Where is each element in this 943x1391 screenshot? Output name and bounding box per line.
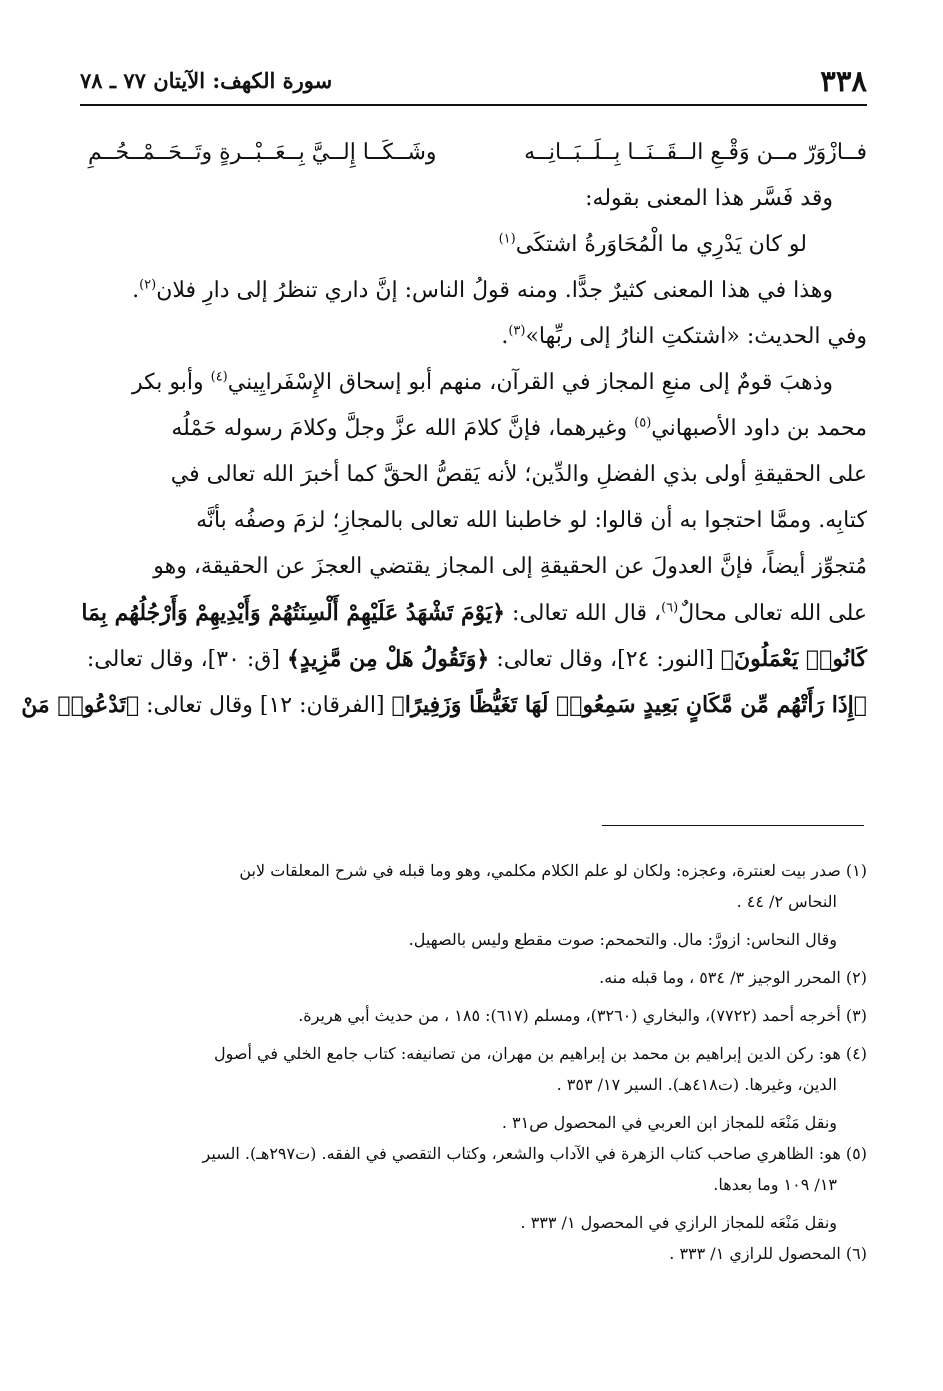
line-text: . [132, 278, 140, 303]
line-text: [النور: ٢٤]، وقال تعالى: [489, 647, 721, 672]
footnote-ref: (٦) [661, 600, 679, 616]
quran-verse: ﴿يَوْمَ تَشْهَدُ عَلَيْهِمْ أَلْسِنَتُهُمْ وَأَيْدِيهِمْ وَأَرْجُلُهُم بِمَا [81, 600, 506, 626]
footnote-ref: (٤) [210, 369, 228, 385]
paragraph-line [88, 268, 867, 314]
footnotes [70, 855, 867, 1269]
paragraph-line [81, 590, 867, 636]
poetry-verse [88, 130, 867, 176]
poetry-quote-line [88, 222, 867, 268]
line-text: وهذا في هذا المعنى كثيرٌ جدًّا. ومنه قولُ الناس: إنَّ داري تنظرُ إلى دارِ فلان [156, 278, 833, 303]
hadith-text: وفي الحديث: «اشتكتِ النارُ إلى ربِّها» [525, 324, 867, 349]
paragraph-line: كتابِه. وممَّا احتجوا به أن قالوا: لو خاطبنا الله تعالى بالمجازِ؛ لزمَ وصفُه بأنَّه [196, 508, 867, 533]
quran-verse: ﴿إِذَا رَأَتْهُم مِّن مَّكَانٍ بَعِيدٍ سَمِعُوا۟ لَهَا تَغَيُّظًا وَزَفِيرًا﴾ [391, 692, 867, 718]
footnote-ref: (٥) [634, 415, 652, 431]
quote-text: لو كان يَدْرِي ما الْمُحَاوَرةُ اشتكَى [515, 232, 807, 257]
line-text: وذهبَ قومٌ إلى منعِ المجاز في القرآن، منهم أبو إسحاق الإِسْفَرايِيني [227, 370, 833, 395]
paragraph-line [21, 682, 867, 728]
main-text [21, 130, 867, 728]
quran-verse: ﴿وَتَقُولُ هَلْ مِن مَّزِيدٍ﴾ [286, 646, 490, 672]
footnote-1-note: وقال النحاس: ازورَّ: مال. والتحمحم: صوت مقطع وليس بالصهيل. [408, 930, 837, 949]
footnote-4: (٤) هو: ركن الدين إبراهيم بن محمد بن إبراهيم بن مهران، من تصانيفه: كتاب جامع الخلي في أصول [214, 1044, 867, 1063]
line-text: على الله تعالى محالٌ [678, 601, 867, 626]
footnote-2: (٢) المحرر الوجيز ٣/ ٥٣٤ ، وما قبله منه. [599, 968, 867, 987]
footnote-5-cont: ١٣/ ١٠٩ وما بعدها. [713, 1175, 837, 1194]
footnote-4-cont: الدين، وغيرها. (ت٤١٨هـ). السير ١٧/ ٣٥٣ . [556, 1075, 837, 1094]
paragraph-line: وقد فَسَّر هذا المعنى بقوله: [585, 186, 833, 211]
verse-first-hemistich: فــازْوَرّ مــن وَقْـعِ الــقَــنَــا بِــلَــبَــانِــه [524, 140, 867, 165]
verse-second-hemistich: وشَــكَــا إِلــيَّ بِــعَــبْــرةٍ وتَــحَــمْــحُــمِ [88, 140, 437, 165]
footnote-1: (١) صدر بيت لعنترة، وعجزه: ولكان لو علم الكلام مكلمي، وهو وما قبله في شرح المعلقات لابن [239, 861, 867, 880]
line-text: ، قال الله تعالى: [505, 601, 662, 626]
line-text: محمد بن داود الأصبهاني [651, 416, 867, 441]
quran-verse: كَانُوا۟ يَعْمَلُونَ﴾ [720, 646, 867, 672]
footnote-ref: (٣) [508, 323, 526, 339]
paragraph-line: مُتجوِّز أيضاً، فإنَّ العدولَ عن الحقيقةِ إلى المجاز يقتضي العجزَ عن الحقيقة، وهو [153, 554, 867, 579]
footnote-ref: (٢) [139, 277, 157, 293]
line-text: . [501, 324, 509, 349]
footnote-separator [602, 825, 864, 826]
footnote-ref: (١) [498, 231, 516, 247]
footnote-1-cont: النحاس ٢/ ٤٤ . [736, 892, 837, 911]
line-text: [ق: ٣٠]، وقال تعالى: [86, 647, 287, 672]
page-header [80, 60, 867, 106]
footnote-5: (٥) هو: الظاهري صاحب كتاب الزهرة في الآداب والشعر، وكتاب التقصي في الفقه. (ت٢٩٧هـ). السير [202, 1144, 867, 1163]
quran-verse: ﴿تَدْعُوا۟ مَنْ [21, 692, 140, 718]
paragraph-line: على الحقيقةِ أولى بذي الفضلِ والدِّين؛ لأنه يَقصُّ الحقَّ كما أخبرَ الله تعالى في [170, 462, 867, 487]
running-title: سورة الكهف: الآيتان ٧٧ ـ ٧٨ [80, 68, 333, 93]
footnote-4-note: ونقل مَنْعَه للمجاز ابن العربي في المحصول ص٣١ . [501, 1113, 837, 1132]
paragraph-line [88, 314, 867, 360]
header-rule [80, 104, 867, 106]
paragraph-line [88, 636, 867, 682]
footnote-3: (٣) أخرجه أحمد (٧٧٢٢)، والبخاري (٣٢٦٠)، ومسلم (٦١٧): ١٨٥ ، من حديث أبي هريرة. [298, 1006, 867, 1025]
paragraph-line [88, 360, 867, 406]
footnote-5-note: ونقل مَنْعَه للمجاز الرازي في المحصول ١/ ٣٣٣ . [520, 1213, 837, 1232]
footnote-6: (٦) المحصول للرازي ١/ ٣٣٣ . [669, 1244, 867, 1263]
line-text: [الفرقان: ١٢] وقال تعالى: [139, 693, 392, 718]
page-number: ٣٣٨ [820, 64, 867, 98]
line-text: وغيرهما، فإنَّ كلامَ الله عزَّ وجلَّ وكلامَ رسوله حَمْلُه [171, 416, 635, 441]
line-text: وأبو بكر [131, 370, 211, 395]
paragraph-line [88, 406, 867, 452]
